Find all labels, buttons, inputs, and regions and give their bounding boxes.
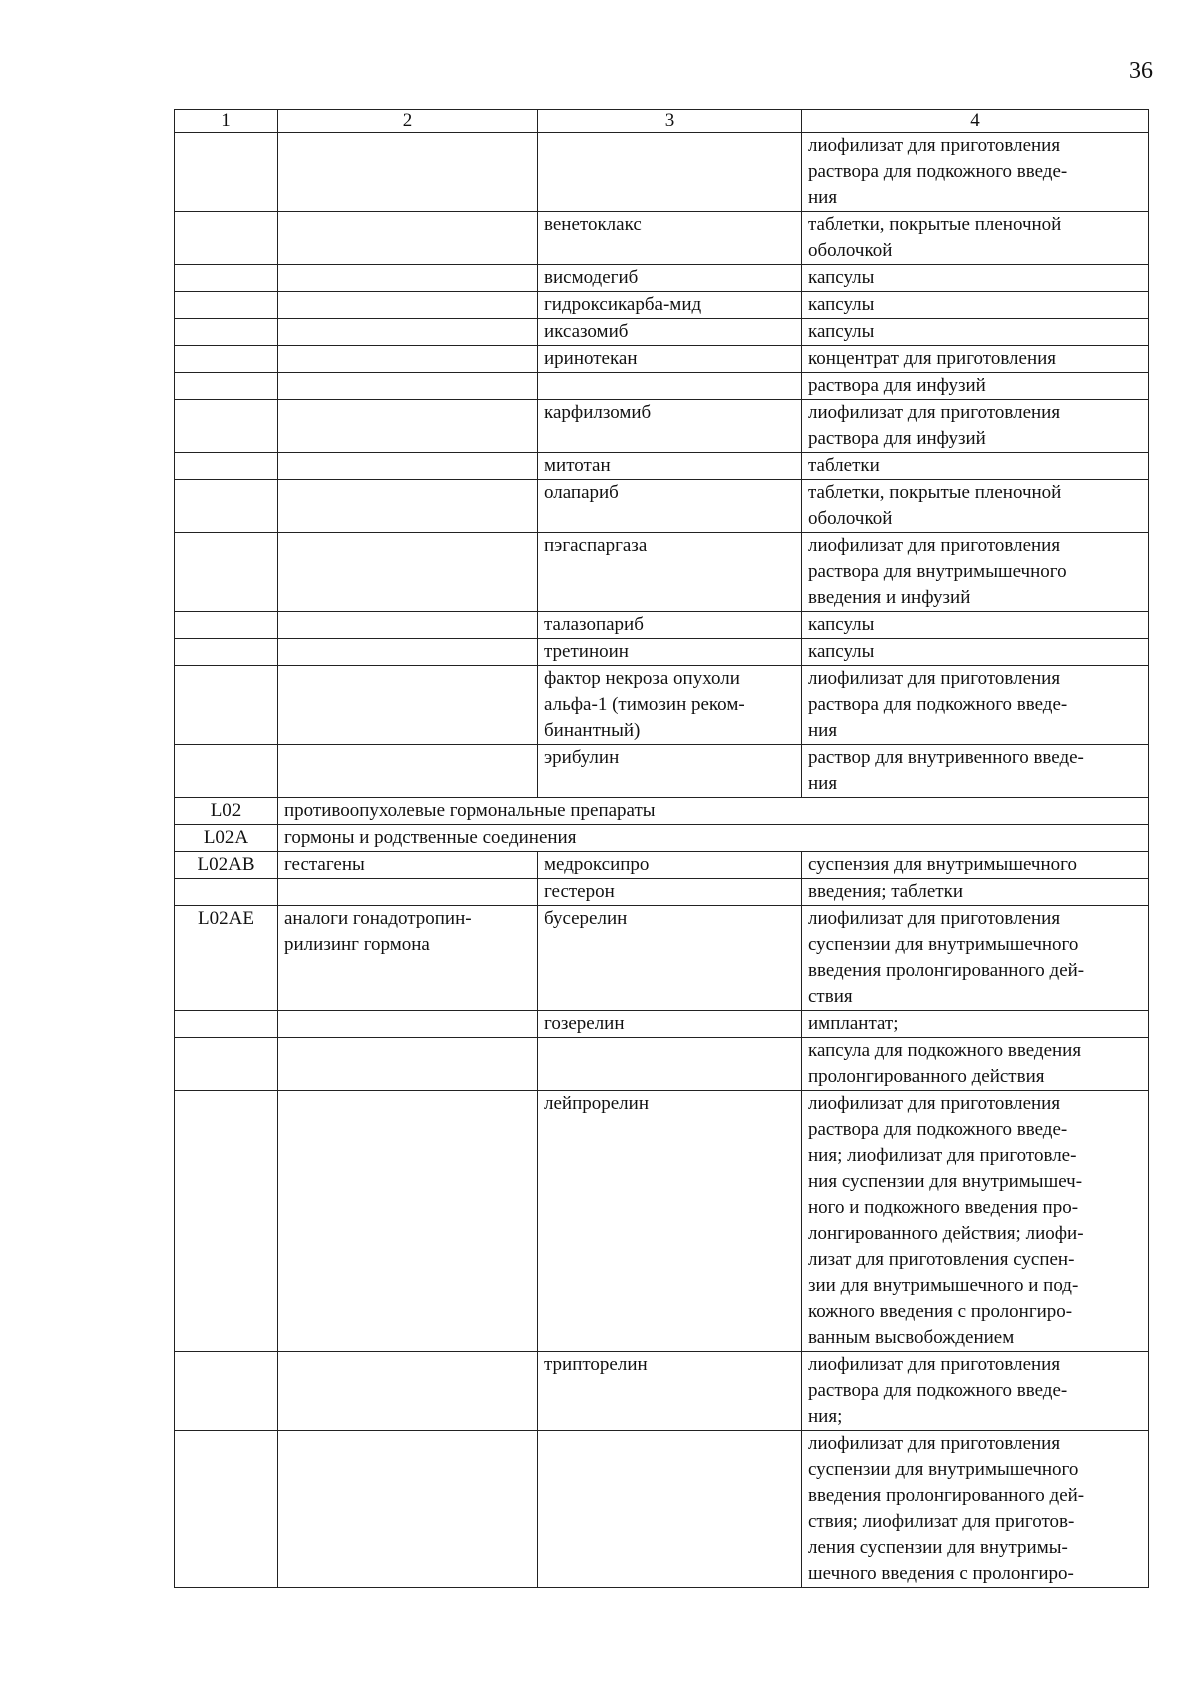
atc-code-cell	[175, 1431, 278, 1588]
atc-code-cell	[175, 639, 278, 666]
drug-name-cell: гестерон	[538, 879, 802, 906]
atc-code-cell	[175, 879, 278, 906]
drug-name-cell: иринотекан	[538, 346, 802, 373]
atc-code-cell	[175, 400, 278, 453]
table-row	[175, 1352, 1149, 1431]
table-row	[175, 480, 1149, 533]
dosage-form-cell: таблетки, покрытые пленочной оболочкой	[802, 480, 1149, 533]
atc-code-cell	[175, 212, 278, 265]
atc-code-cell: L02A	[175, 825, 278, 852]
dosage-form-cell: лиофилизат для приготовления раствора для подкожного введе- ния;	[802, 1352, 1149, 1431]
atc-group-name-cell	[278, 1011, 538, 1038]
atc-code-cell	[175, 453, 278, 480]
atc-group-name-cell: аналоги гонадотропин- рилизинг гормона	[278, 906, 538, 1011]
header-cell: 4	[802, 110, 1149, 133]
table-row	[175, 533, 1149, 612]
table-row	[175, 292, 1149, 319]
table-row	[175, 852, 1149, 879]
table-row	[175, 745, 1149, 798]
atc-code-cell	[175, 666, 278, 745]
drug-name-cell: пэгаспаргаза	[538, 533, 802, 612]
dosage-form-cell: имплантат;	[802, 1011, 1149, 1038]
atc-group-name-cell	[278, 292, 538, 319]
atc-code-cell	[175, 612, 278, 639]
table-row	[175, 798, 1149, 825]
atc-group-name-cell	[278, 612, 538, 639]
drug-name-cell: медроксипро	[538, 852, 802, 879]
atc-code-cell	[175, 346, 278, 373]
drug-name-cell: бусерелин	[538, 906, 802, 1011]
dosage-form-cell: капсула для подкожного введения пролонгированного действия	[802, 1038, 1149, 1091]
drug-name-cell: висмодегиб	[538, 265, 802, 292]
atc-group-name-cell	[278, 639, 538, 666]
dosage-form-cell: введения; таблетки	[802, 879, 1149, 906]
dosage-form-cell: раствора для инфузий	[802, 373, 1149, 400]
atc-code-cell	[175, 319, 278, 346]
dosage-form-cell: капсулы	[802, 612, 1149, 639]
atc-code-cell: L02	[175, 798, 278, 825]
atc-code-cell	[175, 292, 278, 319]
atc-group-name-cell	[278, 373, 538, 400]
atc-group-name-cell	[278, 212, 538, 265]
drug-name-cell: митотан	[538, 453, 802, 480]
page-number: 36	[1129, 58, 1153, 84]
drug-name-cell: лейпрорелин	[538, 1091, 802, 1352]
dosage-form-cell: лиофилизат для приготовления раствора для подкожного введе- ния	[802, 666, 1149, 745]
atc-group-name-cell: гестагены	[278, 852, 538, 879]
table-row	[175, 1431, 1149, 1588]
atc-code-cell	[175, 373, 278, 400]
atc-code-cell	[175, 1091, 278, 1352]
table-row	[175, 666, 1149, 745]
drug-name-cell: третиноин	[538, 639, 802, 666]
atc-group-name-cell: гормоны и родственные соединения	[278, 825, 1149, 852]
table-row	[175, 373, 1149, 400]
dosage-form-cell: концентрат для приготовления	[802, 346, 1149, 373]
atc-code-cell	[175, 533, 278, 612]
atc-group-name-cell	[278, 1091, 538, 1352]
header-cell: 2	[278, 110, 538, 133]
dosage-form-cell: лиофилизат для приготовления суспензии для внутримышечного введения пролонгированного дей- ствия; лиофилизат для приготов- ления суспензии для внутримы- шечного введения с пролонгиро-	[802, 1431, 1149, 1588]
drug-name-cell	[538, 133, 802, 212]
dosage-form-cell: лиофилизат для приготовления раствора для инфузий	[802, 400, 1149, 453]
dosage-form-cell: капсулы	[802, 265, 1149, 292]
atc-code-cell	[175, 1038, 278, 1091]
drug-name-cell: гозерелин	[538, 1011, 802, 1038]
header-cell: 3	[538, 110, 802, 133]
table-row	[175, 400, 1149, 453]
dosage-form-cell: капсулы	[802, 319, 1149, 346]
atc-group-name-cell	[278, 480, 538, 533]
atc-group-name-cell	[278, 1431, 538, 1588]
atc-code-cell	[175, 1011, 278, 1038]
table-row	[175, 612, 1149, 639]
drug-name-cell: венетоклакс	[538, 212, 802, 265]
dosage-form-cell: капсулы	[802, 639, 1149, 666]
table-row	[175, 212, 1149, 265]
table-row	[175, 1091, 1149, 1352]
atc-code-cell	[175, 133, 278, 212]
drug-name-cell	[538, 1431, 802, 1588]
atc-group-name-cell	[278, 346, 538, 373]
atc-group-name-cell	[278, 745, 538, 798]
atc-code-cell	[175, 480, 278, 533]
drug-name-cell	[538, 373, 802, 400]
atc-group-name-cell	[278, 133, 538, 212]
drug-name-cell: фактор некроза опухоли альфа-1 (тимозин реком- бинантный)	[538, 666, 802, 745]
atc-group-name-cell: противоопухолевые гормональные препараты	[278, 798, 1149, 825]
atc-code-cell: L02AB	[175, 852, 278, 879]
table-row	[175, 133, 1149, 212]
dosage-form-cell: таблетки	[802, 453, 1149, 480]
atc-group-name-cell	[278, 1352, 538, 1431]
drug-name-cell: талазопариб	[538, 612, 802, 639]
table-row	[175, 1038, 1149, 1091]
dosage-form-cell: капсулы	[802, 292, 1149, 319]
dosage-form-cell: лиофилизат для приготовления раствора для подкожного введе- ния	[802, 133, 1149, 212]
table-row	[175, 319, 1149, 346]
dosage-form-cell: лиофилизат для приготовления суспензии для внутримышечного введения пролонгированного дей- ствия	[802, 906, 1149, 1011]
drug-classification-table	[174, 109, 1149, 1588]
dosage-form-cell: лиофилизат для приготовления раствора для внутримышечного введения и инфузий	[802, 533, 1149, 612]
header-cell: 1	[175, 110, 278, 133]
table-row	[175, 1011, 1149, 1038]
table-row	[175, 906, 1149, 1011]
dosage-form-cell: лиофилизат для приготовления раствора для подкожного введе- ния; лиофилизат для приготовле- ния суспензии для внутримышеч- ного и подкожного введения про- лонгированного действия; лиофи- лизат для приготовления суспен- зии для внутримышечного и под- кожного введения с пролонгиро- ванным высвобождением	[802, 1091, 1149, 1352]
atc-code-cell: L02AE	[175, 906, 278, 1011]
drug-name-cell: карфилзомиб	[538, 400, 802, 453]
table-header-row	[175, 110, 1149, 133]
drug-name-cell	[538, 1038, 802, 1091]
dosage-form-cell: раствор для внутривенного введе- ния	[802, 745, 1149, 798]
atc-group-name-cell	[278, 400, 538, 453]
drug-name-cell: гидроксикарба-мид	[538, 292, 802, 319]
dosage-form-cell: суспензия для внутримышечного	[802, 852, 1149, 879]
table-row	[175, 346, 1149, 373]
atc-group-name-cell	[278, 1038, 538, 1091]
atc-group-name-cell	[278, 265, 538, 292]
table-row	[175, 453, 1149, 480]
atc-code-cell	[175, 265, 278, 292]
drug-name-cell: трипторелин	[538, 1352, 802, 1431]
atc-code-cell	[175, 745, 278, 798]
atc-code-cell	[175, 1352, 278, 1431]
atc-group-name-cell	[278, 533, 538, 612]
atc-group-name-cell	[278, 319, 538, 346]
atc-group-name-cell	[278, 453, 538, 480]
drug-name-cell: олапариб	[538, 480, 802, 533]
dosage-form-cell: таблетки, покрытые пленочной оболочкой	[802, 212, 1149, 265]
drug-name-cell: иксазомиб	[538, 319, 802, 346]
atc-group-name-cell	[278, 879, 538, 906]
table-row	[175, 879, 1149, 906]
table-row	[175, 639, 1149, 666]
atc-group-name-cell	[278, 666, 538, 745]
table-row	[175, 265, 1149, 292]
table-row	[175, 825, 1149, 852]
drug-name-cell: эрибулин	[538, 745, 802, 798]
